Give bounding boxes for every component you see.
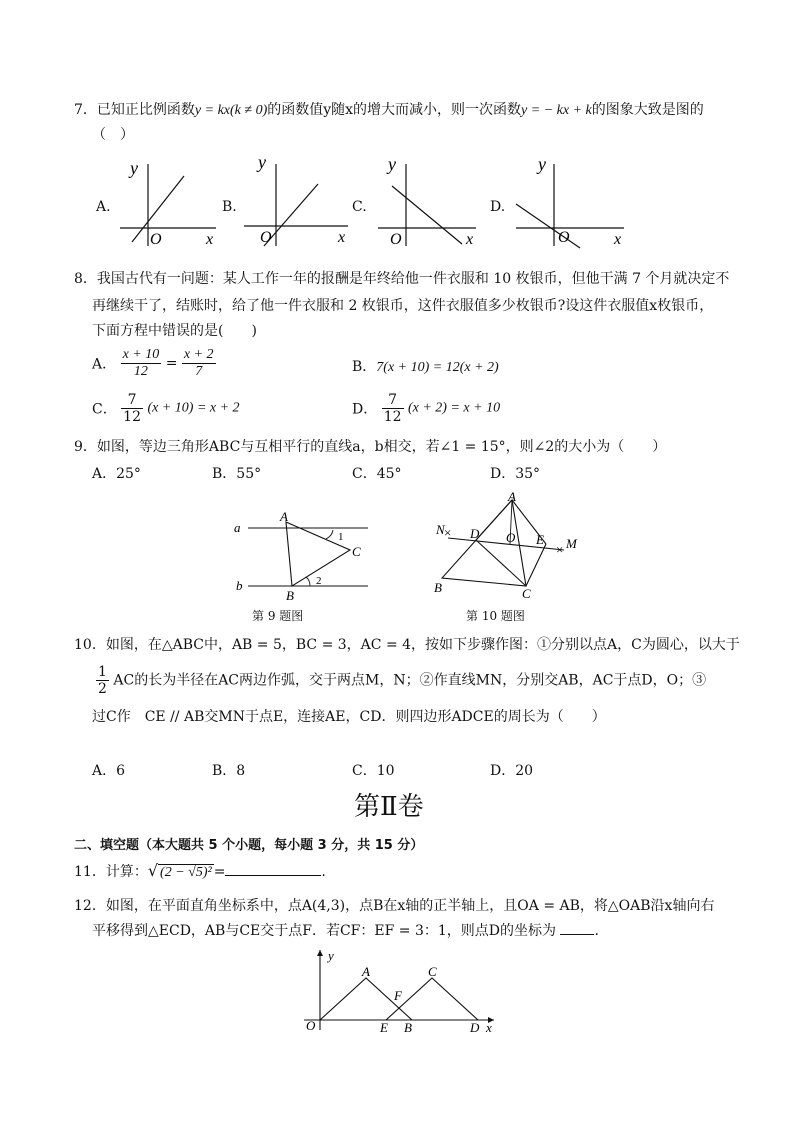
q7-answer-paren: （ ） (92, 127, 134, 143)
q8-option-d: D． $\frac{7}{12}$ (x + 2) = x + 10 (352, 392, 501, 425)
svg-text:D: D (470, 526, 480, 541)
svg-text:×: × (444, 525, 452, 540)
svg-text:E: E (380, 1020, 388, 1032)
svg-text:O: O (390, 231, 402, 248)
svg-text:x: x (206, 231, 214, 248)
svg-text:O: O (306, 1018, 316, 1032)
q7-option-b-label: B. (222, 199, 237, 215)
svg-text:1: 1 (338, 531, 344, 543)
q9-line1: 9．如图，等边三角形ABC与互相平行的直线a，b相交，若∠1 = 15°，则∠2的大小为（ ） (74, 439, 667, 455)
q7-graph-a (112, 152, 222, 252)
svg-text:C: C (522, 586, 531, 600)
q8-d-fraction: $\frac{7}{12}$ (383, 392, 402, 425)
figure-12 (296, 946, 506, 1032)
q8-a-left-fraction: $\frac{x + 10}{12}$ (122, 347, 160, 379)
svg-text:F: F (394, 988, 402, 1003)
q8-line3: 下面方程中错误的是( ) (92, 323, 257, 339)
q10-option-b: B．8 (212, 763, 246, 779)
svg-text:2: 2 (316, 575, 322, 587)
svg-text:B: B (434, 580, 442, 595)
svg-text:O: O (150, 231, 162, 248)
q7-option-d-label: D. (490, 199, 506, 215)
svg-text:B: B (404, 1020, 412, 1032)
q8-line2: 再继续干了，结账时，给了他一件衣服和 2 枚银币，这件衣服值多少枚银币?设这件衣服值x枚银币， (92, 298, 714, 314)
svg-text:y: y (258, 152, 266, 172)
figure-9 (228, 508, 378, 600)
svg-text:a: a (234, 520, 241, 535)
q7-line1: 7．已知正比例函数y = kx(k ≠ 0)的函数值y随x的增大而减小，则一次函数y = − kx + k的图象大致是图的 (74, 102, 704, 118)
svg-text:C: C (352, 544, 361, 559)
q7-formula1: y = kx(k ≠ 0) (194, 103, 268, 118)
q12-line1: 12．如图，在平面直角坐标系中，点A(4,3)，点B在x轴的正半轴上，且OA = AB，将△OAB沿x轴向右 (74, 898, 715, 914)
svg-text:y: y (328, 948, 334, 963)
svg-text:b: b (236, 578, 243, 593)
q10-line2: $\frac{1}{2}$ AC的长为半径在AC两边作弧，交于两点M，N；②作直线MN，分别交AB，AC于点D，O；③ (98, 664, 707, 697)
svg-text:x: x (466, 231, 474, 248)
q7-graph-c (370, 152, 485, 252)
q8-option-c: C． $\frac{7}{12}$ (x + 10) = x + 2 (92, 392, 240, 425)
svg-text:×: × (556, 542, 564, 557)
figure-9-caption: 第 9 题图 (252, 609, 304, 623)
q7-graph-b (240, 150, 355, 250)
q10-option-c: C．10 (352, 763, 395, 779)
q8-option-a: A． $\frac{x + 10}{12}$ = $\frac{x + 2}{7}$ (92, 347, 214, 379)
figure-10-caption: 第 10 题图 (466, 609, 525, 623)
q11-radicand: (2 − √5)² (160, 865, 212, 880)
q10-line1: 10．如图，在△ABC中，AB = 5，BC = 3，AC = 4，按如下步骤作图：①分别以点A，C为圆心，以大于 (74, 637, 740, 653)
figure-10 (428, 488, 588, 600)
q9-option-b: B．55° (212, 466, 262, 482)
svg-text:B: B (286, 588, 294, 600)
q8-c-fraction: $\frac{7}{12}$ (123, 392, 141, 425)
svg-text:O: O (260, 229, 272, 246)
q7-option-a-label: A. (96, 199, 111, 215)
svg-text:y: y (388, 154, 396, 174)
svg-text:C: C (428, 964, 437, 979)
q10-option-d: D．20 (490, 763, 534, 779)
q10-line3: 过C作 CE // AB交MN于点E，连接AE，CD．则四边形ADCE的周长为（ ） (92, 709, 606, 725)
q8-option-b: B．7(x + 10) = 12(x + 2) (352, 359, 499, 375)
q10-half-fraction: $\frac{1}{2}$ (98, 664, 107, 697)
q9-option-c: C．45° (352, 466, 402, 482)
q8-a-right-fraction: $\frac{x + 2}{7}$ (183, 347, 214, 379)
y-axis-label: y (130, 158, 138, 178)
svg-text:A: A (362, 964, 370, 979)
svg-text:x: x (338, 229, 346, 246)
svg-text:O: O (558, 229, 570, 246)
svg-text:E: E (536, 532, 544, 547)
q11-answer-blank (225, 875, 321, 876)
section-heading-fill-in: 二、填空题（本大题共 5 个小题，每小题 3 分，共 15 分） (74, 838, 424, 853)
q7-formula2: y = − kx + k (521, 103, 592, 118)
q12-answer-blank (560, 934, 594, 935)
svg-text:A: A (508, 489, 516, 504)
svg-text:N: N (436, 522, 445, 537)
q12-line2: 平移得到△ECD，AB与CE交于点F．若CF：EF = 3：1，则点D的坐标为 . (92, 923, 599, 939)
svg-text:O: O (506, 530, 516, 545)
svg-text:x: x (614, 231, 622, 248)
svg-text:D: D (470, 1020, 480, 1032)
svg-text:M: M (566, 536, 577, 551)
q7-graph-d (508, 152, 633, 252)
q9-option-a: A．25° (92, 466, 141, 482)
svg-text:x: x (486, 1020, 492, 1032)
q10-option-a: A．6 (92, 763, 126, 779)
svg-text:A: A (280, 509, 288, 524)
svg-text:y: y (538, 154, 546, 174)
q9-option-d: D．35° (490, 466, 541, 482)
part-two-title: 第Ⅱ卷 (354, 792, 424, 822)
q7-option-c-label: C. (352, 199, 367, 215)
q8-line1: 8．我国古代有一问题：某人工作一年的报酬是年终给他一件衣服和 10 枚银币，但他干满 7 个月就决定不 (74, 271, 730, 287)
q11: 11．计算：√ (2 − √5)² = . (74, 861, 326, 880)
